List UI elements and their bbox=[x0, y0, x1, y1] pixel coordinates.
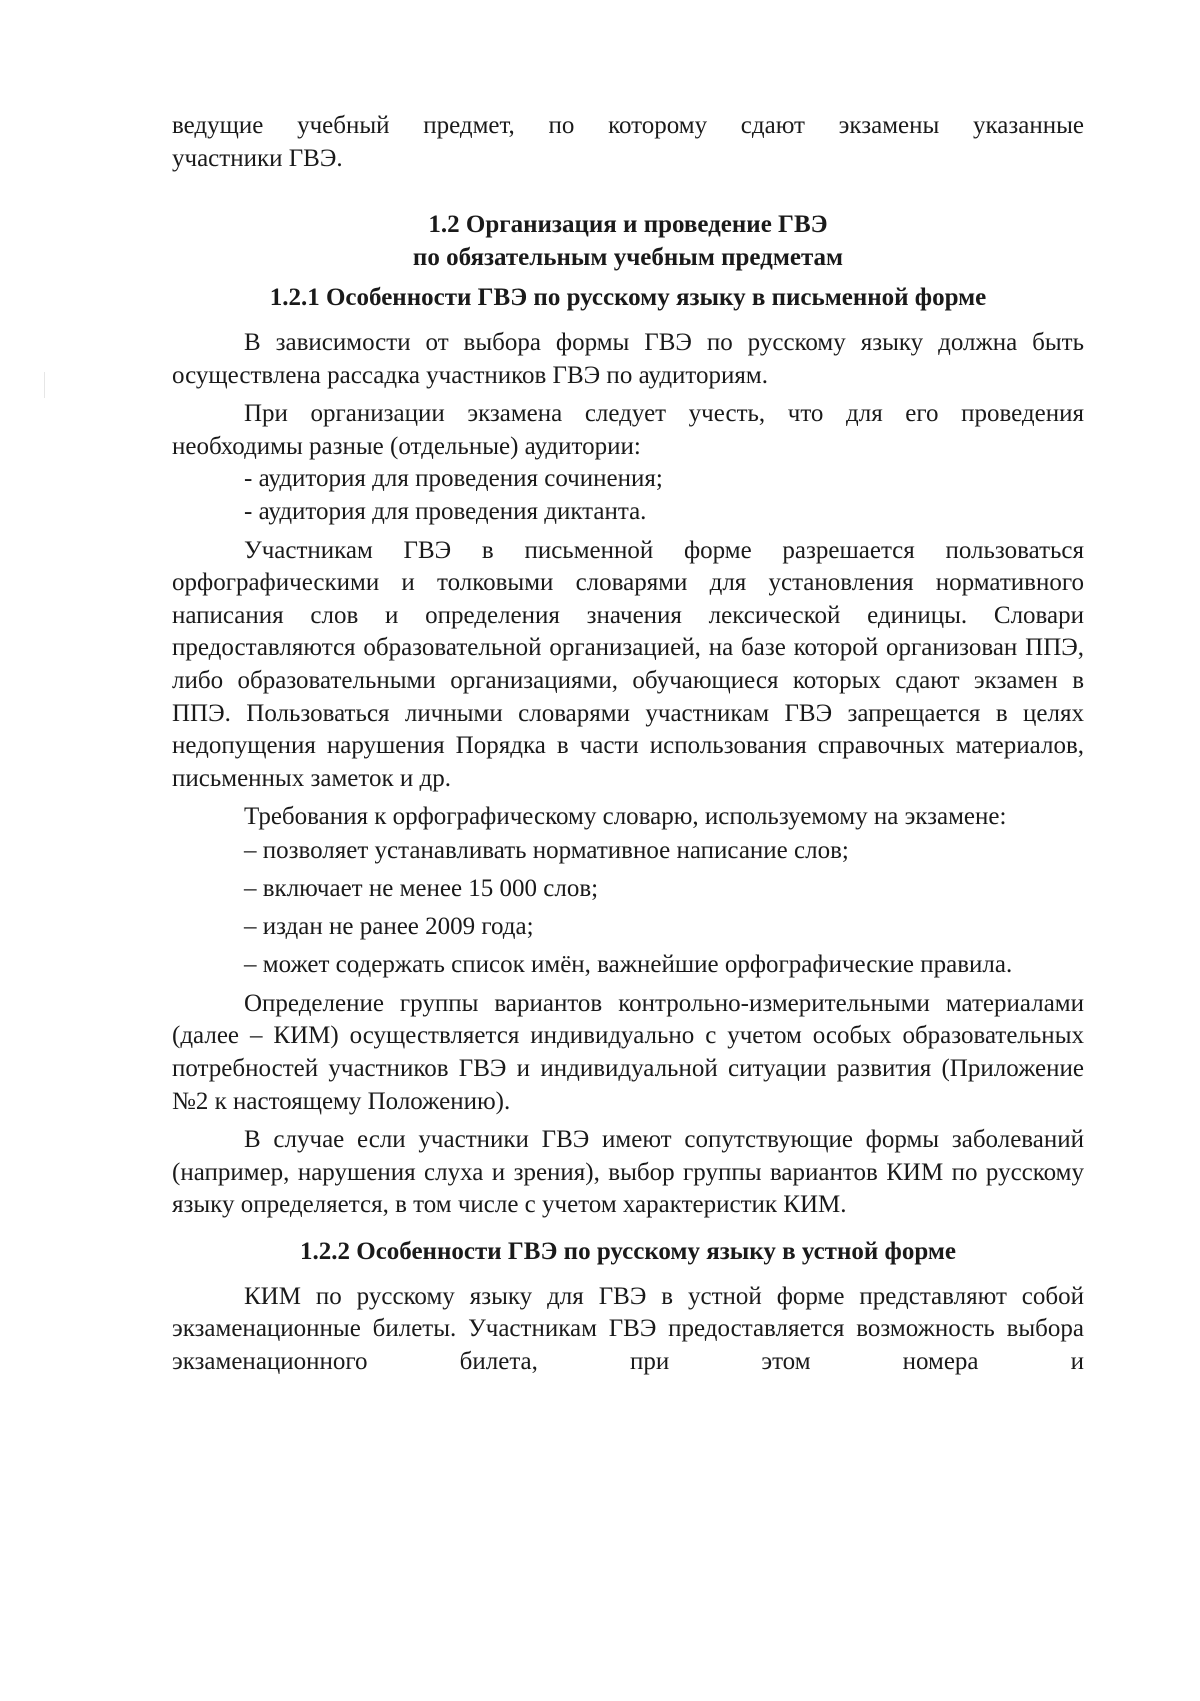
section-1-2-title bbox=[172, 209, 1084, 274]
continuation-line-2: участники ГВЭ. bbox=[172, 144, 343, 172]
paragraph-rooms: При организации экзамена следует учесть, что для его проведения необходимы разные (отдельные) аудитории: bbox=[172, 400, 1084, 460]
section-1-2-title-line-1: 1.2 Организация и проведение ГВЭ bbox=[428, 211, 828, 239]
section-1-2-2-title: 1.2.2 Особенности ГВЭ по русскому языку в устной форме bbox=[300, 1238, 956, 1266]
document-page bbox=[172, 110, 1084, 1378]
paragraph-requirements-intro: Требования к орфографическому словарю, используемому на экзамене: bbox=[244, 803, 1007, 831]
paragraph-oral-form: КИМ по русскому языку для ГВЭ в устной форме представляют собой экзаменационные билеты. Участникам ГВЭ предоставляется возможность выбора экзаменационного билета, при этом номера и bbox=[172, 1282, 1084, 1375]
continuation-line-1: ведущие учебный предмет, по которому сдают экзамены указанные bbox=[172, 112, 1084, 139]
paragraph-seating: В зависимости от выбора формы ГВЭ по русскому языку должна быть осуществлена рассадка участников ГВЭ по аудиториям. bbox=[172, 328, 1084, 389]
section-1-2-title-line-2: по обязательным учебным предметам bbox=[412, 243, 844, 271]
list-item-requirement-year: – издан не ранее 2009 года; bbox=[244, 912, 534, 940]
paragraph-diseases: В случае если участники ГВЭ имеют сопутствующие формы заболеваний (например, нарушения слуха и зрения), выбор группы вариантов КИМ по русскому языку определяется, в том числе с учетом характеристик КИМ. bbox=[172, 1126, 1084, 1219]
list-item-requirement-word-count: – включает не менее 15 000 слов; bbox=[244, 874, 599, 902]
list-item-room-dictation: - аудитория для проведения диктанта. bbox=[244, 497, 647, 525]
list-item-requirement-spelling: – позволяет устанавливать нормативное написание слов; bbox=[244, 836, 849, 864]
scan-artifact-line bbox=[44, 372, 45, 398]
paragraph-dictionaries: Участникам ГВЭ в письменной форме разрешается пользоваться орфографическими и толковыми словарями для установления нормативного написания слов и определения значения лексической единицы. Словари предоставляются образовательной организацией, на базе которой организован ППЭ, либо образовательными организациями, обучающиеся которых сдают экзамен в ППЭ. Пользоваться личными словарями участникам ГВЭ запрещается в целях недопущения нарушения Порядка в части использования справочных материалов, письменных заметок и др. bbox=[172, 536, 1084, 792]
paragraph-kim-groups: Определение группы вариантов контрольно-измерительными материалами (далее – КИМ) осуществляется индивидуально с учетом особых образовательных потребностей участников ГВЭ и индивидуальной ситуации развития (Приложение №2 к настоящему Положению). bbox=[172, 989, 1084, 1115]
list-item-requirement-names: – может содержать список имён, важнейшие орфографические правила. bbox=[244, 950, 1013, 978]
list-item-room-essay: - аудитория для проведения сочинения; bbox=[244, 465, 663, 493]
section-1-2-1-title: 1.2.1 Особенности ГВЭ по русскому языку в письменной форме bbox=[269, 284, 987, 312]
